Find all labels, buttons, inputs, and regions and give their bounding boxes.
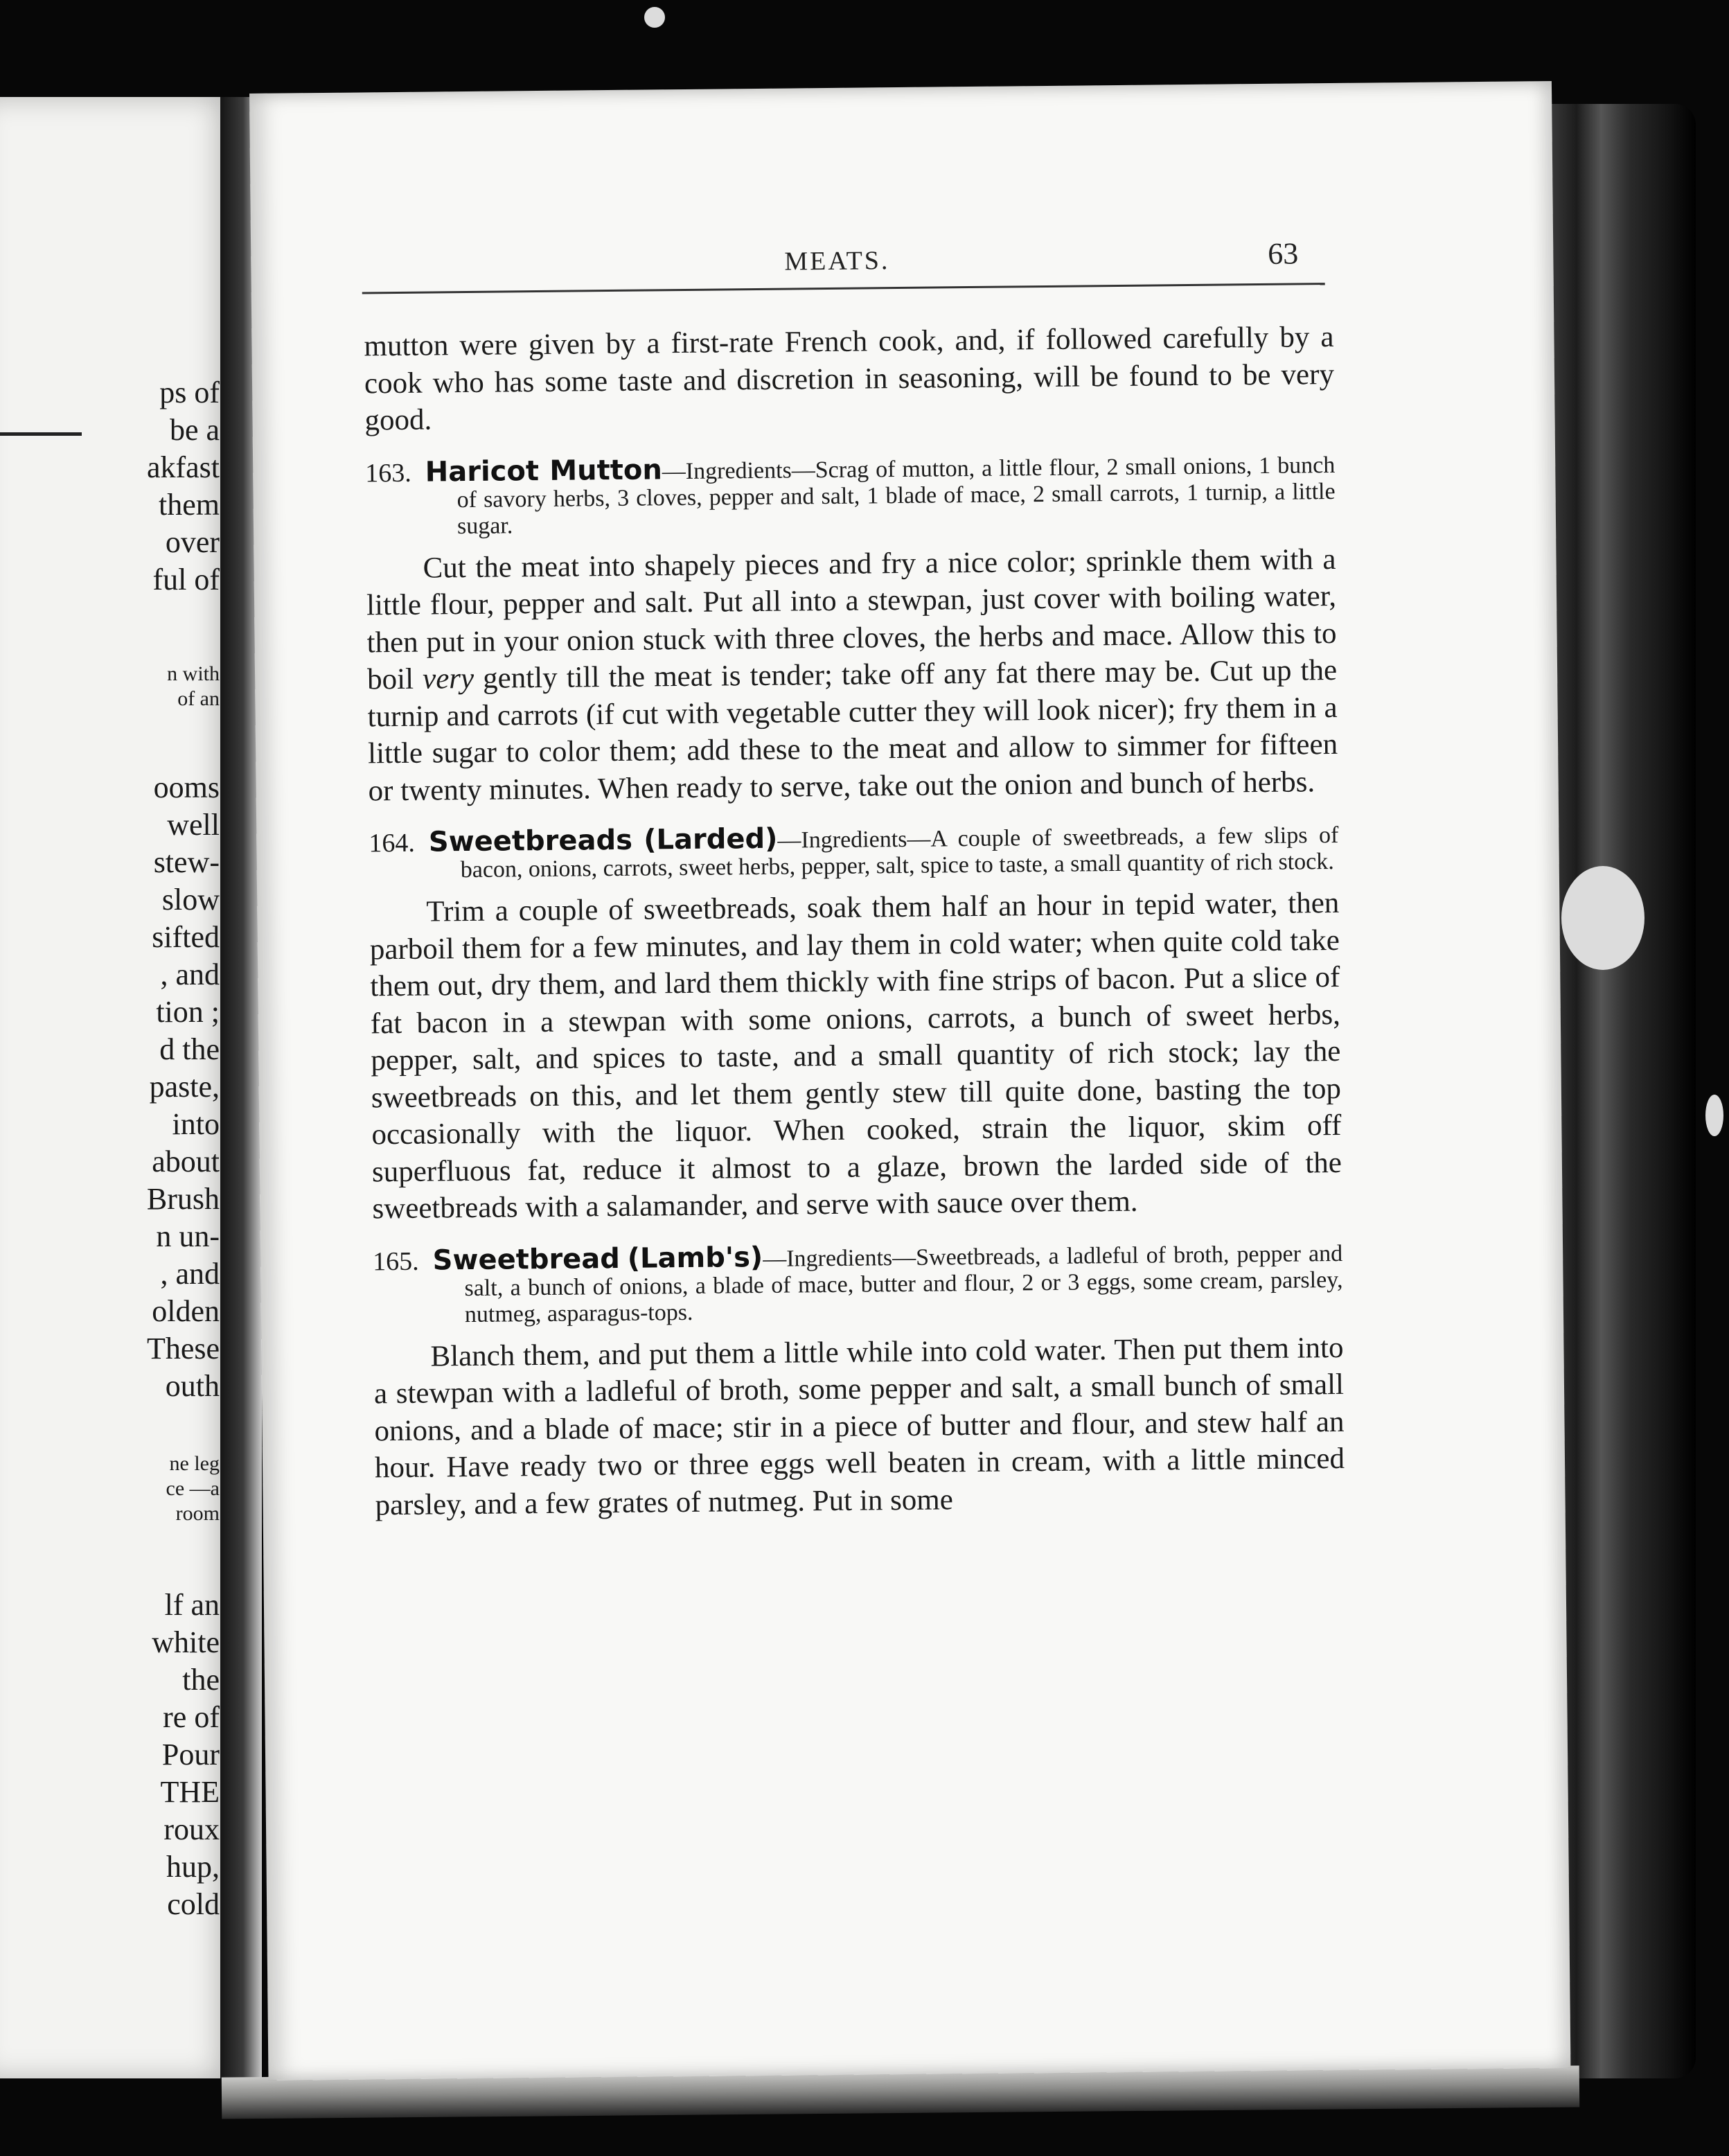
previous-page-line: of an: [177, 687, 220, 710]
previous-page-line: ce —a: [166, 1477, 220, 1500]
recipe-method: [366, 540, 1338, 809]
previous-page-rule: [0, 432, 82, 436]
previous-page-line: be a: [169, 413, 220, 447]
previous-page-line: into: [172, 1107, 220, 1141]
previous-page-line: tion ;: [156, 995, 220, 1029]
recipe-title: Sweetbreads: [428, 824, 633, 858]
recipe-165: [373, 1226, 1345, 1523]
recipe-method-emphasis: very: [422, 662, 475, 696]
recipe-method: Trim a couple of sweetbreads, soak them half an hour in tepid water, then parboil them for a few minutes, and lay them in cold water; when quite cold take them out, dry them, and lard them thickly with fine strips of bacon. Put a slice of fat bacon in a stewpan with some onions, carrots, a bunch of sweet herbs, pepper, salt, and spices to taste, and a small quantity of rich stock; lay the sweetbreads on this, and let them gently stew till quite done, basting the top occasionally with the liquor. When cooked, strain the liquor, skim off superfluous fat, reduce it almost to a glaze, brown the larded side of the sweetbreads with a salamander, and serve with sauce over them.: [369, 886, 1342, 1226]
edge-blemish: [1705, 1095, 1723, 1136]
recipe-164: [369, 808, 1342, 1228]
previous-page-line: THE: [160, 1775, 220, 1809]
running-head: [251, 236, 1553, 293]
previous-page-line: them: [159, 488, 220, 522]
recipe-method: Blanch them, and put them a little while into cold water. Then put them into a stewpan with a ladleful of broth, some pepper and salt, a small bunch of small onions, and a blade of mace; stir in a piece of butter and flour, and stew half an hour. Have ready two or three eggs well beaten in cream, with a little minced parsley, and a few grates of nutmeg. Put in some: [373, 1331, 1345, 1521]
previous-page-line: lf an: [164, 1588, 220, 1622]
previous-page-line: the: [182, 1663, 220, 1697]
previous-page-line: ps of: [159, 375, 220, 409]
previous-page-line: ful of: [152, 563, 220, 597]
recipe-ingredients: —Ingredients—Scrag of mutton, a little flour, 2 small onions, 1 bunch of savory herbs, 3 cloves, pepper and salt, 1 blade of mace, 2 small carrots, 1 turnip, a little sugar.: [456, 452, 1336, 539]
previous-page-line: ooms: [153, 770, 220, 804]
previous-page-line: slow: [161, 883, 220, 917]
recipe-number: 164.: [369, 828, 416, 858]
previous-page-line: re of: [163, 1700, 220, 1734]
recipe-heading: [365, 450, 1336, 540]
previous-page-line: n un-: [156, 1219, 220, 1253]
recipe-title: Sweetbread: [432, 1242, 621, 1277]
top-blemish: [644, 7, 665, 28]
previous-page-line: , and: [160, 957, 220, 991]
previous-page-line: outh: [165, 1369, 220, 1403]
previous-page-line: These: [146, 1332, 220, 1366]
previous-page-line: about: [152, 1145, 220, 1178]
previous-page-line: d the: [159, 1032, 220, 1066]
recipe-ingredients: —Ingredients—A couple of sweetbreads, a few slips of bacon, onions, carrots, sweet herbs, pepper, salt, spice to taste, a small quantity of rich stock.: [460, 822, 1339, 883]
recipe-method-part: gently till the meat is tender; take off any fat there may be. Cut up the turnip and carrots (if cut with vegetable cutter they will look nicer); fry them in a little sugar to color them; add these to the meat and allow to simmer for fifteen or twenty minutes. When ready to serve, take out the onion and bunch of herbs.: [367, 653, 1338, 807]
page-text: [364, 319, 1345, 1523]
recipe-number: 163.: [365, 458, 411, 488]
previous-page-line: akfast: [146, 450, 220, 484]
recipe-ingredients: —Ingredients—Sweetbreads, a ladleful of broth, pepper and salt, a bunch of onions, a blade of mace, butter and flour, 2 or 3 eggs, some cream, parsley, nutmeg, asparagus-tops.: [464, 1240, 1343, 1327]
recipe-title: Haricot Mutton: [425, 453, 663, 488]
recipe-163: [365, 438, 1338, 809]
book-edge: [1550, 104, 1696, 2078]
previous-page-line: paste,: [149, 1070, 220, 1104]
recipe-number: 165.: [372, 1246, 419, 1276]
edge-blemish: [1561, 866, 1644, 970]
previous-page-line: over: [165, 525, 220, 559]
previous-page-line: n with: [167, 662, 220, 685]
book-page: [249, 81, 1570, 2080]
previous-page-line: white: [152, 1625, 220, 1659]
previous-page: [0, 97, 254, 2078]
recipe-method-part: Cut the meat into shapely pieces and fry a nice color; sprinkle them with a little flour, pepper and salt. Put all into a stewpan, just cover with boiling water, then put in your onion stuck with three cloves, the herbs and mace. Allow this to boil: [366, 542, 1337, 696]
previous-page-line: ne leg: [169, 1452, 220, 1475]
recipe-heading: [369, 821, 1339, 884]
previous-page-line: cold: [167, 1887, 220, 1921]
previous-page-line: , and: [160, 1257, 220, 1291]
previous-page-line: Brush: [146, 1182, 220, 1216]
recipe-subtitle: (Larded): [644, 822, 778, 856]
previous-page-line: roux: [163, 1812, 220, 1846]
previous-page-line: stew-: [153, 845, 220, 879]
previous-page-line: Pour: [161, 1738, 220, 1771]
previous-page-line: well: [167, 808, 220, 842]
intro-paragraph: mutton were given by a first-rate French cook, and, if followed carefully by a cook who has some taste and discretion in seasoning, will be found to be very good.: [364, 320, 1335, 437]
previous-page-line: room: [175, 1502, 220, 1525]
page-number: 63: [1268, 236, 1299, 271]
previous-page-line: olden: [152, 1294, 220, 1328]
previous-page-line: hup,: [166, 1850, 220, 1884]
previous-page-line: sifted: [152, 920, 220, 954]
running-head-title: MEATS.: [784, 246, 890, 276]
recipe-subtitle: (Lamb's): [627, 1241, 763, 1275]
recipe-heading: [373, 1239, 1343, 1328]
